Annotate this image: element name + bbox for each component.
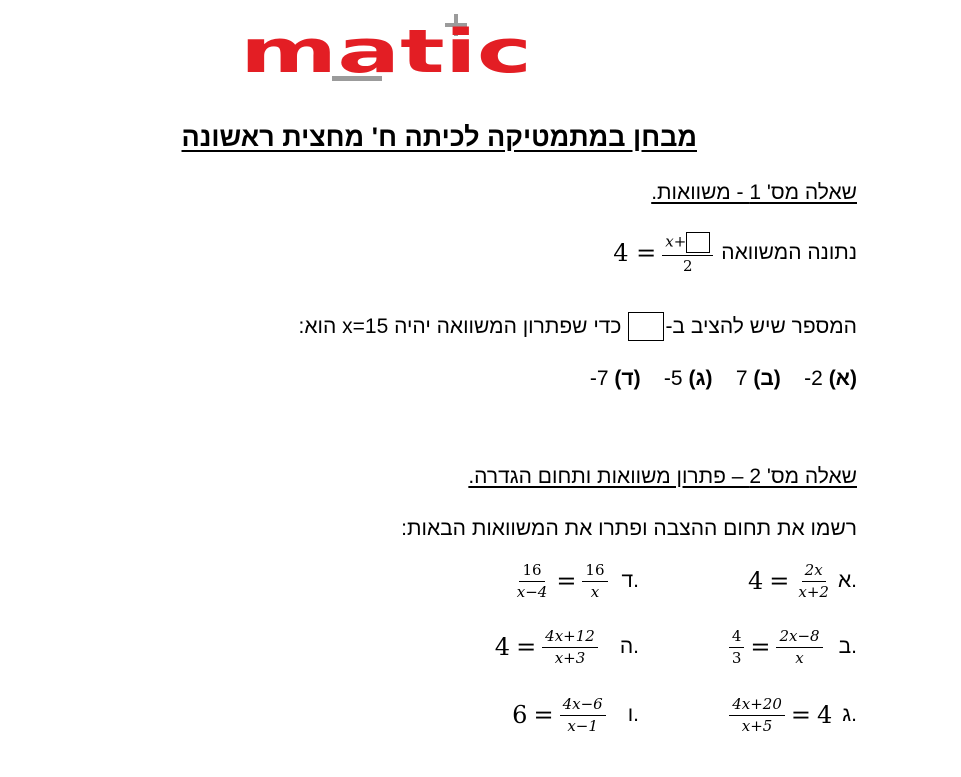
q1-heading: שאלה מס' 1 - משוואות. [651,181,857,204]
q1-question-text: המספר שיש להציב ב- [665,314,857,338]
equation-d: $\frac{16}{x-4}$ = $\frac{16}{x}$ ד. [514,562,639,600]
equation-f-label: ו. [627,703,639,726]
equation-e-label: ה. [619,635,639,658]
equation-a-fraction: $\frac{2x}{x+2}$ [798,561,829,601]
q1-given-text: נתונה המשוואה [721,241,857,265]
q2-instruction: רשמו את תחום ההצבה ופתרו את המשוואות הבאות: [401,517,857,540]
q1-question [299,312,858,341]
equation-b-label: ב. [838,635,857,658]
equation-c-label: ג. [842,703,857,726]
q1-eq-rhs-wrap: 4 = [613,239,657,268]
q1-options [590,367,857,391]
equation-f: 6 = $\frac{4x-6}{x-1}$ ו. [512,695,639,735]
equation-d-label: ד. [621,569,639,592]
equation-b: $\frac{4}{3}$ = $\frac{2x-8}{x}$ ב. [729,628,857,666]
equation-b-left-fraction: $\frac{4}{3}$ [729,628,745,666]
answer-blank-box [628,312,664,341]
equation-a: 4 = $\frac{2x}{x+2}$ א. [748,561,857,601]
q1-question-after: כדי שפתרון המשוואה יהיה x=15 הוא: [298,314,622,338]
q1-eq-den: 2 [682,257,693,275]
option-b: (ב) 7 [735,367,781,390]
equation-e-fraction: $\frac{4x+12}{x+3}$ [542,628,598,666]
equation-c: $\frac{4x+20}{x+5}$ = 4 ג. [729,696,857,734]
equation-a-label: א. [837,569,857,592]
q1-given [613,232,857,275]
q1-eq-num: x+ [665,232,687,251]
q2-heading: שאלה מס' 2 – פתרון משוואות ותחום הגדרה. [468,465,857,488]
equation-d-right-fraction: $\frac{16}{x}$ [582,562,607,600]
q1-fraction [662,232,713,275]
q1-equation [613,232,713,275]
equation-f-fraction: $\frac{4x-6}{x-1}$ [560,696,606,734]
equation-e: 4 = $\frac{4x+12}{x+3}$ ה. [494,627,639,667]
page-title: מבחן במתמטיקה לכיתה ח' מחצית ראשונה [181,122,697,152]
equation-c-fraction: $\frac{4x+20}{x+5}$ [729,696,785,734]
blank-box [686,232,710,253]
option-c: (ג) 5- [663,367,713,390]
matic-logo [236,6,536,86]
logo-text: matic [240,17,532,86]
equation-d-left-fraction: $\frac{16}{x-4}$ [516,561,548,601]
equation-b-right-fraction: $\frac{2x-8}{x}$ [776,628,822,666]
option-d: (ד) 7- [589,367,641,390]
option-a: (א) 2- [804,367,857,390]
